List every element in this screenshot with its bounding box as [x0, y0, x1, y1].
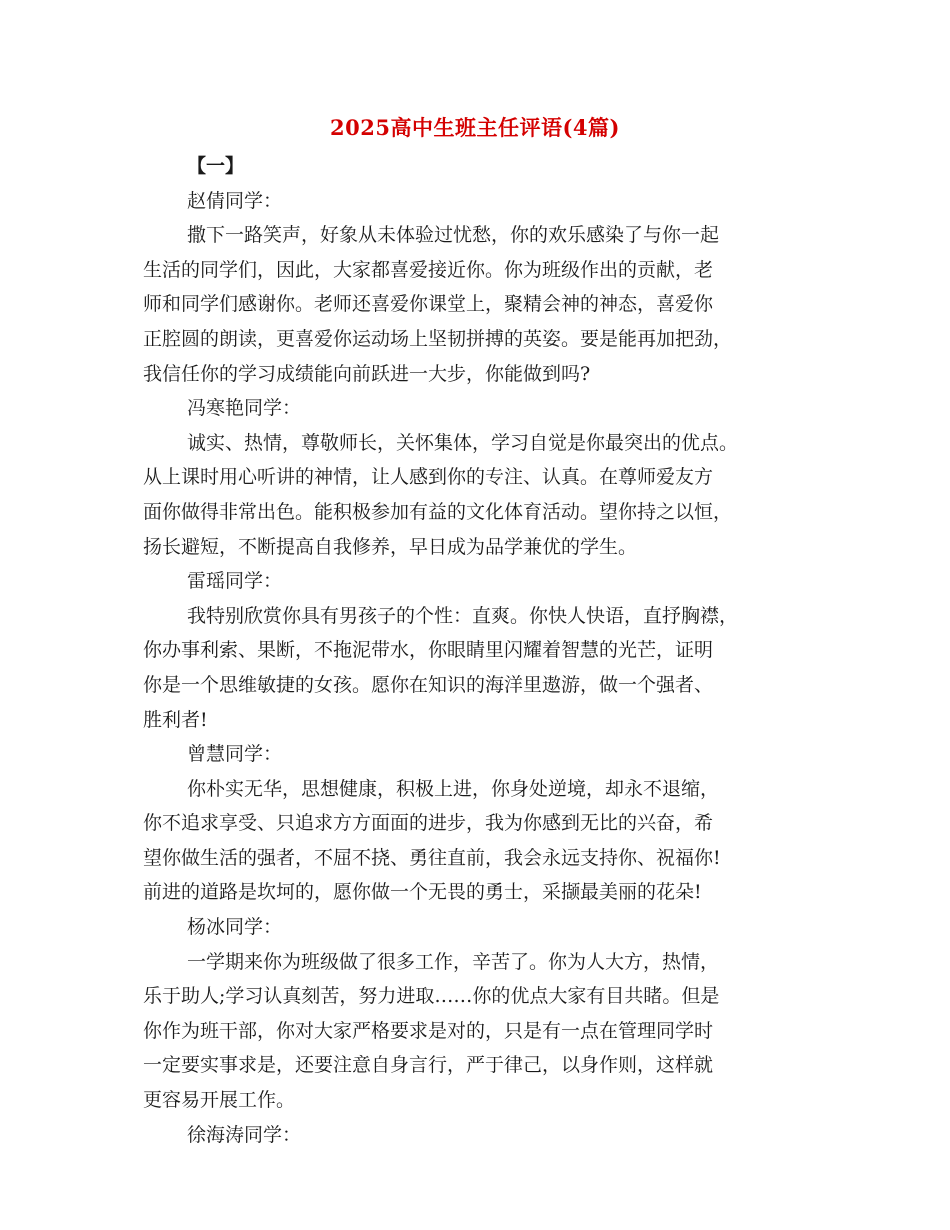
comment-line: 胜利者!	[143, 708, 208, 731]
comment-line: 扬长避短，不断提高自我修养，早日成为品学兼优的学生。	[143, 535, 638, 558]
comment-line: 生活的同学们，因此，大家都喜爱接近你。你为班级作出的贡献，老	[143, 258, 714, 281]
comment-line: 前进的道路是坎坷的，愿你做一个无畏的勇士，采撷最美丽的花朵!	[143, 881, 702, 904]
comment-line: 更容易开展工作。	[143, 1089, 296, 1112]
comment-line: 你办事利索、果断，不拖泥带水，你眼睛里闪耀着智慧的光芒，证明	[143, 639, 714, 662]
document-title: 2025高中生班主任评语(4篇)	[330, 115, 620, 140]
section-heading: 【一】	[187, 155, 245, 177]
comment-line: 面你做得非常出色。能积极参加有益的文化体育活动。望你持之以恒，	[143, 500, 733, 523]
comment-line: 从上课时用心听讲的神情，让人感到你的专注、认真。在尊师爱友方	[143, 466, 714, 489]
student-name: 冯寒艳同学：	[187, 397, 302, 420]
comment-line: 你不追求享受、只追求方方面面的进步，我为你感到无比的兴奋，希	[143, 812, 714, 835]
comment-line: 师和同学们感谢你。老师还喜爱你课堂上，聚精会神的神态，喜爱你	[143, 293, 714, 316]
document-body	[143, 149, 809, 1152]
comment-line: 撒下一路笑声，好象从未体验过忧愁，你的欢乐感染了与你一起	[187, 224, 720, 247]
comment-line: 望你做生活的强者，不屈不挠、勇往直前，我会永远支持你、祝福你!	[143, 846, 721, 869]
student-name: 赵倩同学：	[187, 189, 283, 212]
comment-line: 乐于助人;学习认真刻苦，努力进取……你的优点大家有目共睹。但是	[143, 985, 720, 1008]
comment-line: 你作为班干部，你对大家严格要求是对的，只是有一点在管理同学时	[143, 1019, 714, 1042]
comment-line: 正腔圆的朗读，更喜爱你运动场上坚韧拼搏的英姿。要是能再加把劲，	[143, 327, 733, 350]
student-name: 曾慧同学：	[187, 743, 283, 766]
comment-line: 一定要实事求是，还要注意自身言行，严于律己，以身作则，这样就	[143, 1054, 714, 1077]
student-name: 杨冰同学：	[187, 916, 283, 939]
comment-line: 我信任你的学习成绩能向前跃进一大步，你能做到吗?	[143, 362, 591, 385]
comment-line: 诚实、热情，尊敬师长，关怀集体，学习自觉是你最突出的优点。	[187, 431, 739, 454]
student-name: 雷瑶同学：	[187, 570, 283, 593]
comment-line: 一学期来你为班级做了很多工作，辛苦了。你为人大方，热情，	[187, 950, 720, 973]
student-name: 徐海涛同学：	[187, 1123, 302, 1146]
comment-line: 你是一个思维敏捷的女孩。愿你在知识的海洋里遨游，做一个强者、	[143, 673, 714, 696]
comment-line: 我特别欣赏你具有男孩子的个性：直爽。你快人快语，直抒胸襟，	[187, 604, 739, 627]
comment-line: 你朴实无华，思想健康，积极上进，你身处逆境，却永不退缩，	[187, 777, 720, 800]
